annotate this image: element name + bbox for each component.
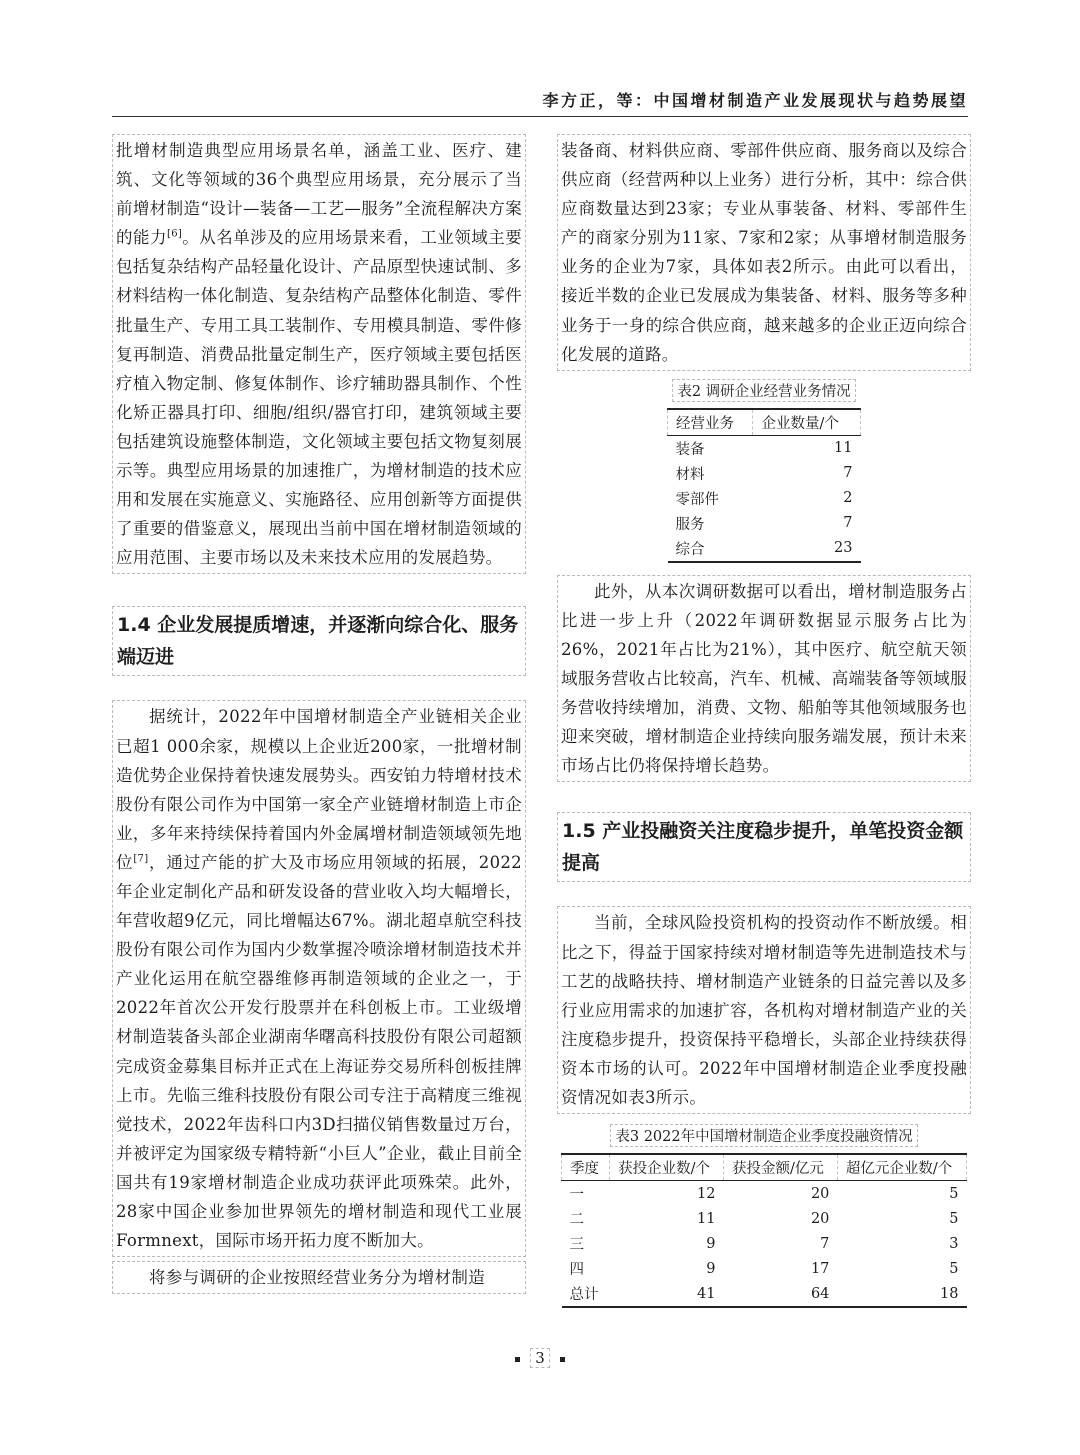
table-row bbox=[562, 1256, 967, 1281]
table2-cell: 装备 bbox=[675, 441, 705, 458]
page-number: 3 bbox=[530, 1348, 550, 1368]
left-paragraph-1-text: 批增材制造典型应用场景名单，涵盖工业、医疗、建筑、文化等领域的36个典型应用场景，充分展示了当前增材制造“设计—装备—工艺—服务”全流程解决方案的能力 bbox=[116, 141, 522, 248]
left-paragraph-2 bbox=[112, 700, 526, 1257]
page-footer bbox=[0, 1349, 1080, 1367]
table3-header-over-100m: 超亿元企业数/个 bbox=[837, 1154, 966, 1181]
right-paragraph-2: 此外，从本次调研数据可以看出，增材制造服务占比进一步上升（2022年调研数据显示服务占比为26%，2021年占比为21%），其中医疗、航空航天领域服务营收占比较高，汽车、机械、高端装备等领域服务营收持续增加，消费、文物、船舶等其他领域服务也迎来突破，增材制造企业持续向服务端发展，预计未来市场占比仍将保持增长趋势。 bbox=[557, 575, 971, 783]
footer-dot-left bbox=[515, 1357, 520, 1362]
table-row bbox=[562, 1181, 967, 1207]
section-heading-1-5: 1.5 产业投融资关注度稳步提升，单笔投资金额提高 bbox=[557, 812, 971, 882]
table3-caption: 表3 2022年中国增材制造企业季度投融资情况 bbox=[610, 1124, 917, 1147]
citation-6: [6] bbox=[167, 228, 183, 240]
left-paragraph-3: 将参与调研的企业按照经营业务分为增材制造 bbox=[112, 1261, 526, 1294]
table3-cell: 3 bbox=[949, 1235, 959, 1252]
table3-cell: 41 bbox=[610, 1281, 724, 1307]
table3-cell: 18 bbox=[837, 1281, 966, 1307]
table2-header-count: 企业数量/个 bbox=[753, 409, 861, 436]
table3-cell: 四 bbox=[569, 1262, 584, 1279]
left-column bbox=[112, 134, 526, 1294]
table3-cell: 20 bbox=[810, 1210, 830, 1227]
table2-cell: 服务 bbox=[675, 516, 705, 533]
table3-cell: 二 bbox=[569, 1212, 584, 1229]
table3-cell: 5 bbox=[949, 1185, 959, 1202]
table3 bbox=[561, 1153, 967, 1308]
table3-header-amount: 获投金额/亿元 bbox=[724, 1154, 838, 1181]
table3-cell: 一 bbox=[569, 1187, 584, 1204]
left-paragraph-2-text: 据统计，2022年中国增材制造全产业链相关企业已超1 000余家，规模以上企业近200家，一批增材制造优势企业保持着快速发展势头。西安铂力特增材技术股份有限公司作为中国第一家全产业链增材制造上市企业，多年来持续保持着国内外金属增材制造领域领先地位 bbox=[116, 707, 522, 872]
table3-cell: 64 bbox=[724, 1281, 838, 1307]
right-column bbox=[557, 134, 971, 1308]
table-row bbox=[668, 486, 861, 511]
section-heading-1-4: 1.4 企业发展提质增速，并逐渐向综合化、服务端迈进 bbox=[112, 606, 526, 676]
table2-cell: 11 bbox=[834, 440, 853, 457]
table-row bbox=[668, 511, 861, 536]
running-title: 李方正，等：中国增材制造产业发展现状与趋势展望 bbox=[542, 91, 968, 110]
table2-cell: 2 bbox=[843, 490, 853, 507]
table-row bbox=[668, 461, 861, 486]
table2-header-row bbox=[668, 409, 861, 436]
table-row bbox=[668, 536, 861, 562]
table2-cell: 7 bbox=[843, 465, 853, 482]
table2-cell: 综合 bbox=[668, 536, 753, 562]
right-paragraph-1: 装备商、材料供应商、零部件供应商、服务商以及综合供应商（经营两种以上业务）进行分析，其中：综合供应商数量达到23家；专业从事装备、材料、零部件生产的商家分别为11家、7家和2家；从事增材制造服务业务的企业为7家，具体如表2所示。由此可以看出，接近半数的企业已发展成为集装备、材料、服务等多种业务于一身的综合供应商，越来越多的企业正迈向综合化发展的道路。 bbox=[557, 134, 971, 371]
table-row bbox=[668, 435, 861, 461]
table3-cell: 9 bbox=[706, 1235, 716, 1252]
table3-cell: 11 bbox=[697, 1210, 716, 1227]
table3-cell: 5 bbox=[949, 1260, 959, 1277]
left-paragraph-2-text-cont: ，通过产能的扩大及市场应用领域的拓展，2022年企业定制化产品和研发设备的营业收入均大幅增长，年营收超9亿元，同比增幅达67%。湖北超卓航空科技股份有限公司作为国内少数掌握冷喷涂增材制造技术并产业化运用在航空器维修再制造领域的企业之一，于2022年首次公开发行股票并在科创板上市。工业级增材制造装备头部企业湖南华曙高科技股份有限公司超额完成资金募集目标并正式在上海证券交易所科创板挂牌上市。先临三维科技股份有限公司专注于高精度三维视觉技术，2022年齿科口内3D扫描仪销售数量过万台，并被评定为国家级专精特新“小巨人”企业，截止目前全国共有19家增材制造企业成功获评此项殊荣。此外，28家中国企业参加世界领先的增材制造和现代工业展Formnext，国际市场开拓力度不断加大。 bbox=[116, 852, 522, 1251]
table2-cell: 材料 bbox=[675, 466, 705, 483]
table2-caption: 表2 调研企业经营业务情况 bbox=[672, 379, 855, 402]
table3-header-companies: 获投企业数/个 bbox=[610, 1154, 724, 1181]
table3-cell: 总计 bbox=[562, 1281, 610, 1307]
table2-cell: 23 bbox=[753, 536, 861, 562]
table2-cell: 零部件 bbox=[675, 491, 719, 508]
table3-header-quarter: 季度 bbox=[562, 1154, 610, 1181]
table2-cell: 7 bbox=[843, 515, 853, 532]
table2 bbox=[667, 408, 861, 563]
right-paragraph-3: 当前，全球风险投资机构的投资动作不断放缓。相比之下，得益于国家持续对增材制造等先进制造技术与工艺的战略扶持、增材制造产业链条的日益完善以及多行业应用需求的加速扩容，各机构对增材制造产业的关注度稳步提升，投资保持平稳增长，头部企业持续获得资本市场的认可。2022年中国增材制造企业季度投融资情况如表3所示。 bbox=[557, 906, 971, 1114]
table-row bbox=[562, 1231, 967, 1256]
table3-cell: 17 bbox=[810, 1260, 830, 1277]
table3-cell: 7 bbox=[820, 1235, 830, 1252]
table3-header-row bbox=[562, 1154, 967, 1181]
left-paragraph-1 bbox=[112, 134, 526, 574]
citation-7: [7] bbox=[133, 853, 149, 865]
table3-cell: 5 bbox=[949, 1210, 959, 1227]
footer-dot-right bbox=[560, 1357, 565, 1362]
left-paragraph-1-text-cont: 。从名单涉及的应用场景来看，工业领域主要包括复杂结构产品轻量化设计、产品原型快速试制、多材料结构一体化制造、复杂结构产品整体化制造、零件批量生产、专用工具工装制作、专用模具制造、零件修复再制造、消费品批量定制生产，医疗领域主要包括医疗植入物定制、修复体制作、诊疗辅助器具制作、个性化矫正器具打印、细胞/组织/器官打印，建筑领域主要包括建筑设施整体制造，文化领域主要包括文物复刻展示等。典型应用场景的加速推广，为增材制造的技术应用和发展在实施意义、实施路径、应用创新等方面提供了重要的借鉴意义，展现出当前中国在增材制造领域的应用范围、主要市场以及未来技术应用的发展趋势。 bbox=[116, 228, 523, 568]
running-header bbox=[112, 88, 968, 117]
table3-cell: 20 bbox=[810, 1185, 830, 1202]
table-row bbox=[562, 1206, 967, 1231]
table2-header-business: 经营业务 bbox=[668, 409, 753, 436]
table3-cell: 三 bbox=[569, 1237, 584, 1254]
table-row bbox=[562, 1281, 967, 1307]
table3-cell: 12 bbox=[697, 1185, 716, 1202]
table3-cell: 9 bbox=[706, 1260, 716, 1277]
